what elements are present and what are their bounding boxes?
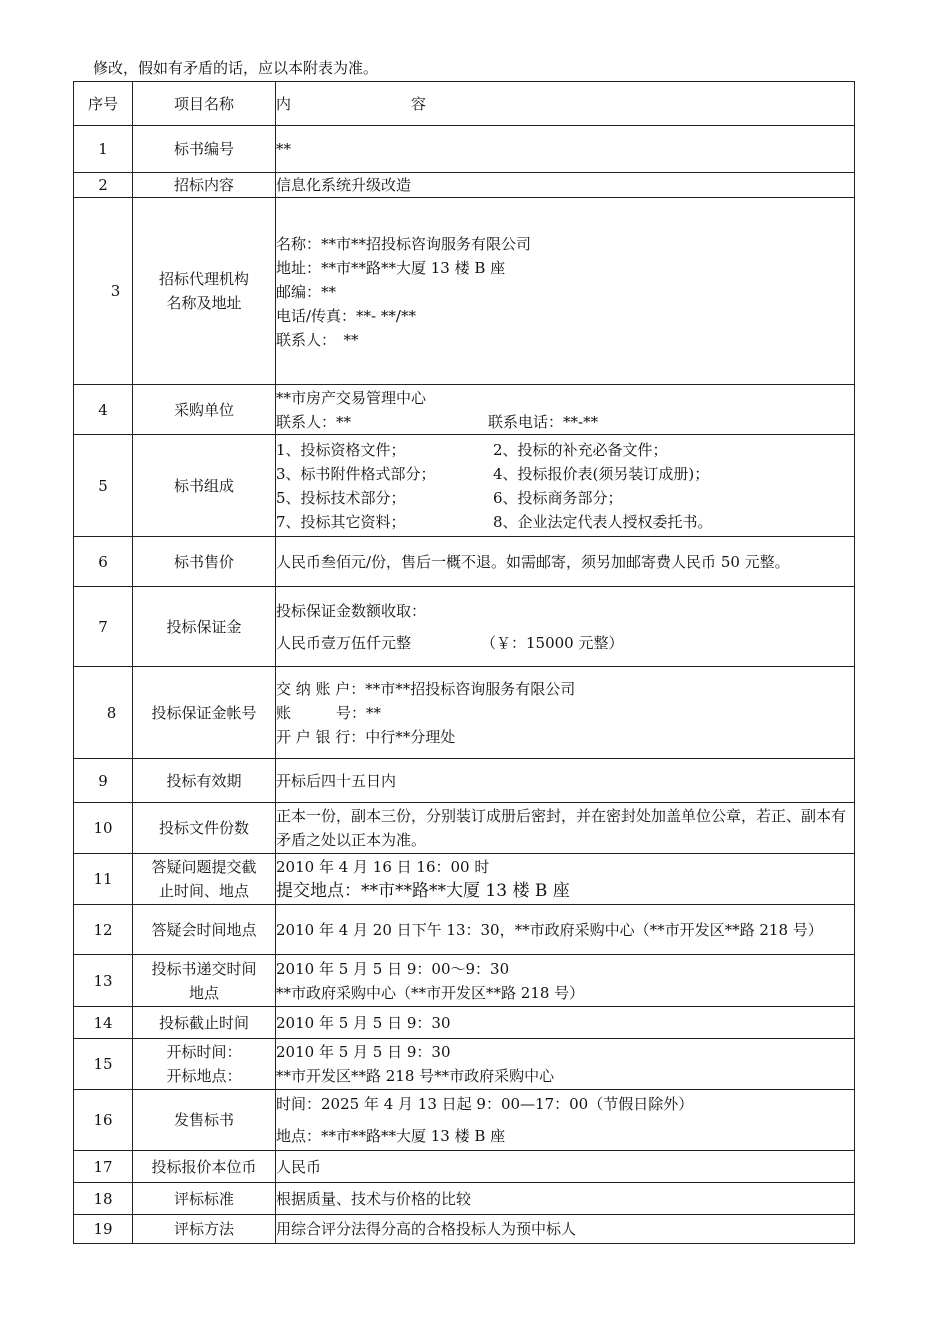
row-name-line: 名称及地址 bbox=[166, 294, 242, 312]
row-name: 投标报价本位币 bbox=[133, 1151, 276, 1183]
opening-time: 2010 年 5 月 5 日 9：30 bbox=[276, 1043, 451, 1061]
intro-text: 修改，假如有矛盾的话，应以本附表为准。 bbox=[93, 59, 379, 77]
sale-time: 时间：2025 年 4 月 13 日起 9：00—17：00（节假日除外） bbox=[276, 1095, 694, 1113]
sale-location: 地点：**市**路**大厦 13 楼 B 座 bbox=[276, 1127, 506, 1145]
list-item: 1、投标资格文件； 2、投标的补充必备文件； bbox=[276, 440, 668, 459]
row-seq: 7 bbox=[74, 587, 133, 667]
agency-postcode: 邮编：** bbox=[276, 283, 337, 301]
row-seq: 1 bbox=[74, 126, 133, 173]
row-content bbox=[276, 905, 855, 955]
row-seq: 12 bbox=[74, 905, 133, 955]
row-content bbox=[276, 667, 855, 759]
copies-text: 正本一份，副本三份，分别装订成册后密封，并在密封处加盖单位公章，若正、副本有矛盾之处以正本为准。 bbox=[276, 807, 847, 849]
header-seq: 序号 bbox=[74, 82, 133, 126]
table-row bbox=[74, 173, 855, 198]
table-row bbox=[74, 587, 855, 667]
deposit-amount: 人民币壹万伍仟元整 bbox=[276, 633, 412, 652]
question-location: 提交地点：**市**路**大厦 13 楼 B 座 bbox=[276, 881, 570, 901]
row-name bbox=[133, 198, 276, 385]
row-content: 2010 年 5 月 5 日 9：30 bbox=[276, 1007, 855, 1039]
table-row bbox=[74, 1007, 855, 1039]
row-content: 开标后四十五日内 bbox=[276, 759, 855, 803]
list-item: 7、投标其它资料； 8、企业法定代表人授权委托书。 bbox=[276, 512, 713, 531]
table-row bbox=[74, 1215, 855, 1244]
purchaser-name: **市房产交易管理中心 bbox=[276, 388, 427, 407]
row-name-line: 答疑问题提交截 bbox=[151, 858, 257, 876]
row-seq: 10 bbox=[74, 803, 133, 854]
table-row bbox=[74, 1039, 855, 1090]
row-content bbox=[276, 587, 855, 667]
row-name: 标书售价 bbox=[133, 537, 276, 587]
row-name: 采购单位 bbox=[133, 385, 276, 435]
row-content bbox=[276, 803, 855, 854]
row-name bbox=[133, 955, 276, 1007]
row-seq: 2 bbox=[74, 173, 133, 198]
header-content bbox=[276, 82, 855, 126]
row-name: 投标保证金帐号 bbox=[133, 667, 276, 759]
row-name: 标书组成 bbox=[133, 435, 276, 537]
agency-address: 地址：**市**路**大厦 13 楼 B 座 bbox=[276, 259, 506, 277]
submission-time: 2010 年 5 月 5 日 9：00～9：30 bbox=[276, 959, 510, 978]
opening-location: **市开发区**路 218 号**市政府采购中心 bbox=[276, 1067, 555, 1085]
row-seq: 11 bbox=[74, 854, 133, 905]
purchaser-phone: 联系电话：**-** bbox=[488, 412, 599, 431]
row-content bbox=[276, 1090, 855, 1151]
row-seq: 14 bbox=[74, 1007, 133, 1039]
row-name-line: 开标时间： bbox=[166, 1043, 242, 1061]
row-seq: 5 bbox=[74, 435, 133, 537]
list-item: 3、标书附件格式部分； 4、投标报价表(须另装订成册)； bbox=[276, 464, 710, 483]
deposit-label: 投标保证金数额收取： bbox=[276, 601, 427, 620]
account-number: 账 号：** bbox=[276, 703, 382, 722]
table-row bbox=[74, 854, 855, 905]
row-name-line: 开标地点： bbox=[166, 1067, 242, 1085]
agency-phone-fax: 电话/传真：**- **/** bbox=[276, 307, 416, 325]
row-content: ** bbox=[276, 126, 855, 173]
row-seq: 18 bbox=[74, 1183, 133, 1215]
row-name: 招标内容 bbox=[133, 173, 276, 198]
row-name: 评标方法 bbox=[133, 1215, 276, 1244]
qa-meeting-text: 2010 年 4 月 20 日下午 13：30，**市政府采购中心（**市开发区**路 218 号） bbox=[276, 920, 823, 939]
row-name: 投标截止时间 bbox=[133, 1007, 276, 1039]
table-row bbox=[74, 198, 855, 385]
row-name-line: 止时间、地点 bbox=[158, 882, 249, 900]
header-content-left: 内 bbox=[276, 94, 292, 113]
header-name: 项目名称 bbox=[133, 82, 276, 126]
row-seq: 9 bbox=[74, 759, 133, 803]
table-row bbox=[74, 955, 855, 1007]
row-seq: 19 bbox=[74, 1215, 133, 1244]
account-bank: 开 户 银 行：中行**分理处 bbox=[276, 727, 456, 746]
row-seq: 15 bbox=[74, 1039, 133, 1090]
row-name: 投标保证金 bbox=[133, 587, 276, 667]
purchaser-contact: 联系人：** bbox=[276, 412, 352, 431]
header-content-right: 容 bbox=[411, 94, 427, 113]
row-name: 投标文件份数 bbox=[133, 803, 276, 854]
deposit-amount-number: （￥：15000 元整） bbox=[481, 633, 624, 652]
table-row bbox=[74, 905, 855, 955]
row-content bbox=[276, 854, 855, 905]
price-text: 人民币叁佰元/份，售后一概不退。如需邮寄，须另加邮寄费人民币 50 元整。 bbox=[276, 552, 790, 571]
agency-name: 名称：**市**招投标咨询服务有限公司 bbox=[276, 235, 532, 253]
table-row bbox=[74, 537, 855, 587]
row-name bbox=[133, 1039, 276, 1090]
row-seq: 16 bbox=[74, 1090, 133, 1151]
table-header-row bbox=[74, 82, 855, 126]
table-row bbox=[74, 803, 855, 854]
row-seq: 13 bbox=[74, 955, 133, 1007]
row-content bbox=[276, 385, 855, 435]
row-content: 信息化系统升级改造 bbox=[276, 173, 855, 198]
table-row bbox=[74, 126, 855, 173]
account-holder: 交 纳 账 户：**市**招投标咨询服务有限公司 bbox=[276, 679, 576, 698]
row-content: 用综合评分法得分高的合格投标人为预中标人 bbox=[276, 1215, 855, 1244]
row-name: 答疑会时间地点 bbox=[133, 905, 276, 955]
agency-info bbox=[276, 198, 855, 385]
row-content bbox=[276, 537, 855, 587]
row-seq: 6 bbox=[74, 537, 133, 587]
table-row bbox=[74, 759, 855, 803]
row-name: 投标有效期 bbox=[133, 759, 276, 803]
row-name-line: 招标代理机构 bbox=[158, 270, 249, 288]
table-row bbox=[74, 1183, 855, 1215]
row-name: 发售标书 bbox=[133, 1090, 276, 1151]
row-content: 根据质量、技术与价格的比较 bbox=[276, 1183, 855, 1215]
table-row bbox=[74, 435, 855, 537]
row-name: 标书编号 bbox=[133, 126, 276, 173]
row-seq: 17 bbox=[74, 1151, 133, 1183]
list-item: 5、投标技术部分； 6、投标商务部分； bbox=[276, 488, 623, 507]
row-name-line: 地点 bbox=[188, 983, 219, 1002]
row-name-line: 投标书递交时间 bbox=[151, 959, 257, 978]
row-seq: 4 bbox=[74, 385, 133, 435]
bid-info-table bbox=[73, 81, 855, 1244]
question-deadline: 2010 年 4 月 16 日 16：00 时 bbox=[276, 858, 490, 876]
table-row bbox=[74, 667, 855, 759]
row-content bbox=[276, 955, 855, 1007]
table-row bbox=[74, 385, 855, 435]
row-content bbox=[276, 1039, 855, 1090]
agency-contact: 联系人： ** bbox=[276, 331, 359, 349]
table-row bbox=[74, 1090, 855, 1151]
bid-composition bbox=[276, 435, 855, 537]
row-content: 人民币 bbox=[276, 1151, 855, 1183]
row-seq: 8 bbox=[74, 667, 133, 759]
row-name: 评标标准 bbox=[133, 1183, 276, 1215]
submission-location: **市政府采购中心（**市开发区**路 218 号） bbox=[276, 983, 585, 1002]
row-seq: 3 bbox=[74, 198, 133, 385]
table-row bbox=[74, 1151, 855, 1183]
row-name bbox=[133, 854, 276, 905]
